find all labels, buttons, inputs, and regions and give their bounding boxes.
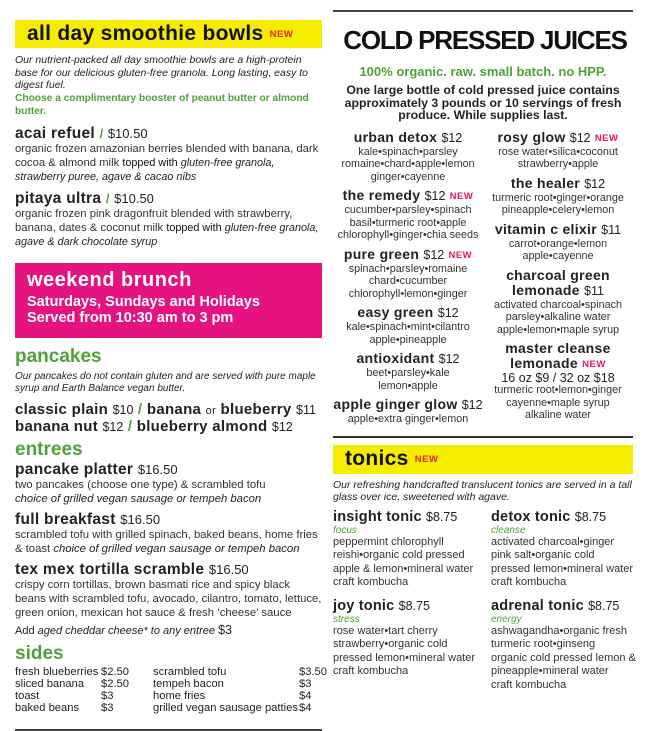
toppings: gluten-free granola, strawberry puree, agave & cacao nibs — [15, 156, 275, 183]
tonic-ingredients: peppermint chlorophyll — [333, 535, 444, 548]
juice-ingredients: spinach•parsley•romaine — [348, 262, 468, 275]
intro-text: Our nutrient-packed all day smoothie bowls are a high-protein base for our delicious gluten-free granola. Long lasting, easy to digest fuel. — [15, 54, 309, 91]
section-title: tonics — [345, 446, 409, 470]
juice-ingredients: turmeric root•ginger•orange — [492, 191, 624, 204]
juice-name: the healer — [510, 174, 581, 191]
item-name: blueberry almond — [136, 417, 268, 435]
juice-ingredients: romaine•chard•apple•lemon — [341, 158, 475, 170]
side-price: $3 — [101, 701, 114, 714]
tonic-item — [333, 595, 491, 693]
tonic-ingredients: pressed lemon•mineral water — [491, 562, 634, 575]
juice-name-row — [483, 268, 633, 299]
separator: / — [137, 400, 143, 418]
smoothie-items — [15, 125, 322, 249]
juice-name-row — [333, 188, 483, 204]
juices-tagline: 100% organic. raw. small batch. no HPP. — [359, 64, 607, 79]
tonic-name: adrenal tonic — [491, 597, 584, 614]
right-column — [333, 10, 641, 692]
item-price: $16.50 — [137, 461, 178, 477]
item-name: blueberry — [220, 400, 292, 418]
new-badge: NEW — [582, 358, 606, 370]
item-description — [15, 528, 322, 556]
tonic-benefit: energy — [491, 613, 522, 625]
new-badge: NEW — [449, 190, 474, 202]
juice-column-right — [483, 130, 633, 426]
juice-name-row — [333, 351, 483, 367]
juice-ingredients: rose water•silica•coconut — [498, 145, 618, 158]
item-description — [15, 578, 322, 620]
entrees-heading: entrees — [15, 438, 83, 460]
tonic-name-row — [491, 598, 639, 614]
section-title: all day smoothie bowls — [27, 22, 264, 45]
item-price: $10.50 — [107, 125, 148, 141]
item-description — [15, 207, 322, 249]
booster-note: Choose a complimentary booster of peanut butter or almond butter. — [15, 92, 309, 117]
tonic-ingredients: strawberry•organic cold — [333, 638, 448, 650]
sides-heading: sides — [15, 642, 64, 664]
juice-price: $12 — [424, 189, 446, 203]
side-name: sliced banana — [15, 677, 85, 690]
menu-item-title — [15, 511, 322, 528]
tonic-ingredients: pressed lemon•mineral water — [333, 651, 476, 664]
separator: / — [127, 417, 133, 435]
or-text: or — [205, 404, 217, 417]
juice-name: charcoal green lemonade — [506, 266, 610, 298]
juice-name: antioxidant — [356, 350, 435, 366]
item-price: $12 — [271, 419, 293, 434]
tonic-price: $8.75 — [574, 509, 607, 524]
juice-price: $11 — [601, 222, 622, 237]
tonic-name-row — [333, 598, 491, 614]
juice-list — [333, 130, 633, 426]
description: crispy corn tortillas, brown basmati rice and spicy black beans with scrambled tofu, avocado, cilantro, tomato, lettuce, green onion, mexican hot sauce & fresh ‘cheese’ sauce — [15, 578, 322, 619]
juice-name: easy green — [357, 304, 434, 320]
juice-ingredients: lemon•apple — [378, 379, 438, 392]
divider — [15, 729, 322, 731]
juice-ingredients: kale•spinach•parsley — [358, 145, 458, 158]
tonics-intro: Our refreshing handcrafted translucent tonics are served in a tall glass over ice, sweetened with agave. — [333, 478, 632, 503]
item-name: full breakfast — [15, 510, 116, 528]
tonics-banner — [333, 445, 633, 474]
juice-ingredients: strawberry•apple — [517, 158, 599, 170]
tonic-name: joy tonic — [333, 597, 395, 614]
brunch-title: weekend brunch — [27, 268, 192, 291]
juice-name-row — [483, 222, 633, 238]
tonic-ingredients: craft kombucha — [333, 665, 409, 677]
tonic-benefit: focus — [333, 524, 357, 536]
side-name: tempeh bacon — [153, 677, 224, 690]
juice-name-row — [483, 176, 633, 192]
item-name: pancake platter — [15, 460, 134, 478]
juice-ingredients: 16 oz $9 / 32 oz $18 — [501, 370, 615, 385]
pancake-line-1 — [15, 402, 322, 419]
description: organic frozen pink dragonfruit blended with strawberry, banana, dates & coconut milk — [15, 207, 293, 234]
tonic-price: $8.75 — [588, 598, 620, 613]
juices-lead: One large bottle of cold pressed juice contains approximately 3 pounds or 10 servings of fresh produce. While supplies last. — [344, 83, 622, 122]
tonic-item — [491, 506, 639, 590]
tonic-name-row — [491, 509, 639, 525]
pancake-line-2 — [15, 419, 322, 435]
juice-ingredients: apple•extra ginger•lemon — [347, 413, 469, 425]
toppings: gluten-free granola, agave & dark chocolate syrup — [15, 221, 319, 248]
juice-name-row — [333, 130, 483, 146]
tonic-price: $8.75 — [398, 598, 430, 613]
left-column — [15, 20, 327, 731]
tonic-item — [491, 595, 639, 693]
item-description — [15, 142, 322, 184]
side-price: $2.50 — [101, 677, 129, 690]
tonic-ingredients: pineapple•mineral water — [491, 665, 609, 677]
juice-ingredients: cayenne•maple syrup — [506, 396, 610, 409]
addon-item: aged cheddar cheese* to any entree — [37, 624, 215, 637]
item-price: $10 — [112, 402, 134, 417]
tonic-ingredients: apple & lemon•mineral water — [333, 562, 474, 575]
side-name: baked beans — [15, 701, 80, 714]
juice-ingredients: kale•spinach•mint•cilantro — [346, 321, 470, 333]
juice-name-row — [333, 247, 483, 263]
juice-ingredients: carrot•orange•lemon — [508, 237, 608, 250]
juice-price: $12 — [461, 398, 483, 412]
item-price: $16.50 — [120, 511, 161, 527]
tonic-ingredients: ashwagandha•organic fresh — [491, 624, 627, 637]
juice-ingredients: chlorophyll•lemon•ginger — [348, 287, 468, 300]
side-name: fresh blueberries — [15, 665, 99, 678]
tonic-benefit: stress — [333, 613, 360, 625]
juice-ingredients: apple•cayenne — [522, 250, 594, 262]
menu-item-title — [15, 561, 322, 578]
juice-ingredients: turmeric root•lemon•ginger — [494, 384, 622, 397]
juice-ingredients: parsley•alkaline water — [505, 311, 611, 323]
description: two pancakes (choose one type) & scrambled tofu — [15, 478, 266, 491]
item-name: banana nut — [15, 417, 99, 435]
juice-name: rosy glow — [497, 128, 566, 145]
juice-name: master cleanse lemonade — [505, 340, 611, 371]
juice-name: pure green — [343, 245, 420, 262]
item-price: $16.50 — [208, 561, 249, 577]
menu-item-title — [15, 125, 322, 142]
side-name: toast — [15, 689, 40, 702]
tonic-name: detox tonic — [491, 508, 571, 525]
addon-add: Add — [15, 624, 35, 637]
juice-ingredients: apple•lemon•maple syrup — [496, 323, 620, 336]
juice-name: the remedy — [342, 187, 421, 203]
juice-name-row — [483, 130, 633, 146]
juice-ingredients: chlorophyll•ginger•chia seeds — [337, 229, 479, 241]
juice-ingredients: beet•parsley•kale — [366, 367, 450, 379]
juice-column-left — [333, 130, 483, 426]
side-price: $4 — [299, 689, 312, 702]
juice-price: $12 — [441, 130, 463, 145]
juice-name-row — [333, 305, 483, 321]
item-description — [15, 478, 322, 506]
item-price: $11 — [296, 402, 316, 417]
new-badge: NEW — [414, 453, 439, 465]
addon-price: $3 — [218, 622, 232, 637]
side-name: home fries — [153, 689, 206, 702]
separator: / — [99, 125, 104, 141]
brunch-banner — [15, 263, 322, 338]
side-price: $3 — [101, 689, 114, 702]
juice-ingredients: cucumber•parsley•spinach — [344, 204, 472, 216]
juice-name-row — [333, 397, 483, 413]
tonic-ingredients: organic cold pressed lemon & — [491, 651, 636, 664]
juice-ingredients: basil•turmeric root•apple — [349, 216, 467, 229]
juice-name-row — [483, 341, 633, 372]
divider — [333, 436, 633, 438]
side-price: $4 — [299, 701, 312, 714]
tonic-ingredients: reishi•organic cold pressed — [333, 549, 465, 561]
juice-ingredients: activated charcoal•spinach — [493, 298, 623, 311]
smoothie-banner — [15, 20, 322, 48]
pancakes-heading: pancakes — [15, 345, 102, 367]
side-price: $2.50 — [101, 665, 129, 678]
juice-ingredients: ginger•cayenne — [370, 170, 446, 183]
tonic-ingredients: craft kombucha — [491, 576, 567, 588]
juice-price: $12 — [423, 247, 445, 262]
tonic-name-row — [333, 509, 491, 525]
description: scrambled tofu with grilled spinach, baked beans, home fries & toast — [15, 528, 318, 555]
menu-item-title — [15, 190, 322, 207]
tonic-ingredients: rose water•tart cherry — [333, 624, 438, 637]
addon-note — [15, 623, 322, 637]
tonic-ingredients: craft kombucha — [491, 678, 567, 691]
item-price: $12 — [102, 419, 124, 434]
tonic-name: insight tonic — [333, 508, 422, 525]
tonic-benefit: cleanse — [491, 524, 526, 536]
side-name: grilled vegan sausage patties — [153, 701, 298, 714]
juice-name: vitamin c elixir — [494, 220, 597, 237]
tonic-ingredients: pink salt•organic cold — [491, 549, 595, 561]
brunch-hours: Served from 10:30 am to 3 pm — [27, 309, 234, 326]
pancakes-intro: Our pancakes do not contain gluten and are served with pure maple syrup and Earth Balance vegan butter. — [15, 370, 316, 394]
topped-label: topped with — [166, 221, 222, 234]
new-badge: NEW — [269, 28, 294, 40]
side-price: $3.50 — [299, 665, 327, 678]
juice-ingredients: apple•pineapple — [369, 333, 447, 346]
brunch-days: Saturdays, Sundays and Holidays — [27, 293, 260, 310]
topped-label: topped with — [122, 156, 178, 169]
tonic-item — [333, 506, 491, 590]
menu-item-title — [15, 461, 322, 478]
item-name: banana — [146, 400, 202, 418]
juice-ingredients: pineapple•celery•lemon — [501, 204, 615, 216]
item-price: $10.50 — [114, 190, 154, 206]
item-name: pitaya ultra — [15, 189, 102, 207]
juice-price: $12 — [569, 130, 591, 145]
juice-ingredients: chard•cucumber — [368, 275, 448, 287]
juices-title: COLD PRESSED JUICES — [343, 25, 627, 55]
juice-price: $12 — [437, 306, 459, 320]
divider — [333, 10, 633, 12]
item-name: classic plain — [15, 400, 109, 418]
tonic-price: $8.75 — [426, 509, 458, 524]
separator: / — [105, 190, 110, 206]
new-badge: NEW — [448, 249, 473, 261]
choice-note: choice of grilled vegan sausage or tempeh bacon — [53, 542, 300, 555]
new-badge: NEW — [594, 132, 619, 144]
tonic-ingredients: activated charcoal•ginger — [491, 535, 615, 548]
tonics-list — [333, 506, 639, 693]
tonic-ingredients: craft kombucha — [333, 576, 409, 588]
item-name: acai refuel — [15, 124, 95, 142]
tonic-ingredients: turmeric root•ginseng — [491, 638, 596, 650]
choice-note: choice of grilled vegan sausage or tempeh bacon — [15, 492, 262, 505]
juice-price: $11 — [584, 283, 604, 298]
smoothie-intro — [15, 54, 322, 119]
side-name: scrambled tofu — [153, 665, 227, 678]
entree-items — [15, 461, 322, 620]
juice-name: apple ginger glow — [333, 396, 458, 412]
juice-ingredients: alkaline water — [524, 409, 591, 422]
item-name: tex mex tortilla scramble — [15, 560, 205, 578]
sides-table — [15, 665, 327, 714]
side-price: $3 — [299, 677, 312, 690]
juice-name: urban detox — [353, 128, 438, 145]
juice-price: $12 — [584, 176, 606, 191]
description: organic frozen amazonian berries blended with banana, dark cocoa & almond milk — [15, 142, 319, 169]
juice-price: $12 — [438, 352, 460, 366]
